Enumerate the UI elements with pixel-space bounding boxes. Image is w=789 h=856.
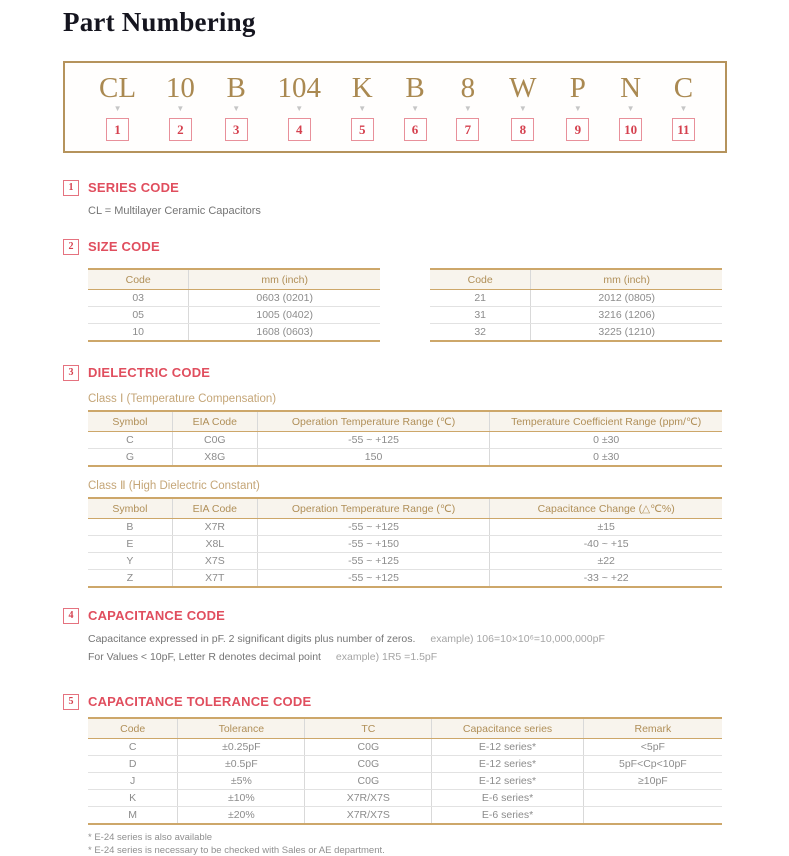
table-cell: X8G — [172, 449, 257, 467]
column-header: Capacitance series — [432, 718, 583, 739]
part-token-text: 104 — [277, 72, 321, 104]
table-cell: X7R/X7S — [305, 790, 432, 807]
column-header: EIA Code — [172, 498, 257, 519]
arrow-down-icon: ▼ — [176, 104, 185, 113]
table-cell: -55 ~ +125 — [257, 570, 490, 588]
token-number-badge: 4 — [288, 118, 311, 141]
table-cell: E — [88, 536, 172, 553]
table-header-row — [430, 269, 722, 290]
table-cell: 0 ±30 — [490, 449, 722, 467]
table-header-row — [88, 498, 722, 519]
capacitance-example: example) 1R5 =1.5pF — [335, 651, 438, 663]
section-number-badge: 2 — [63, 239, 79, 255]
table-cell: -55 ~ +150 — [257, 536, 490, 553]
column-header: Operation Temperature Range (℃) — [257, 498, 490, 519]
table-cell: ±22 — [490, 553, 722, 570]
column-header: Symbol — [88, 411, 172, 432]
table-header-row — [88, 411, 722, 432]
table-row — [88, 324, 380, 342]
table-cell: X7T — [172, 570, 257, 588]
capacitance-line-1 — [88, 632, 727, 646]
table-cell — [583, 790, 722, 807]
tolerance-table — [88, 717, 722, 825]
part-token — [672, 73, 695, 141]
column-header: Code — [430, 269, 531, 290]
section-capacitance-code — [63, 607, 727, 664]
section-number-badge: 3 — [63, 365, 79, 381]
arrow-down-icon: ▼ — [358, 104, 367, 113]
column-header: mm (inch) — [531, 269, 722, 290]
series-description: CL = Multilayer Ceramic Capacitors — [88, 205, 261, 217]
column-header: TC — [305, 718, 432, 739]
table-cell: K — [88, 790, 178, 807]
token-number-badge: 6 — [404, 118, 427, 141]
table-cell: D — [88, 756, 178, 773]
part-token — [225, 73, 248, 141]
class1-subtitle: Class Ⅰ (Temperature Compensation) — [88, 393, 277, 405]
table-header-row — [88, 718, 722, 739]
part-token — [99, 73, 136, 141]
table-cell: X7R/X7S — [305, 807, 432, 825]
arrow-down-icon: ▼ — [295, 104, 304, 113]
class1-table — [88, 410, 722, 467]
part-token-text: CL — [99, 72, 137, 104]
section-title: SIZE CODE — [88, 239, 160, 254]
table-cell: E-6 series* — [432, 790, 583, 807]
table-cell: C0G — [305, 739, 432, 756]
table-row — [88, 773, 722, 790]
token-number-badge: 11 — [672, 118, 695, 141]
token-number-badge: 2 — [169, 118, 192, 141]
table-row — [430, 324, 722, 342]
part-token-text: K — [351, 72, 373, 104]
part-token — [619, 73, 642, 141]
arrow-down-icon: ▼ — [626, 104, 635, 113]
column-header: Code — [88, 718, 178, 739]
column-header: Tolerance — [178, 718, 305, 739]
table-cell: J — [88, 773, 178, 790]
section-size-code — [63, 238, 727, 342]
table-row — [88, 807, 722, 825]
class2-subtitle: Class Ⅱ (High Dielectric Constant) — [88, 480, 260, 492]
part-token-text: C — [673, 72, 694, 104]
part-token — [166, 73, 195, 141]
part-token-text: 8 — [460, 72, 476, 104]
table-row — [88, 570, 722, 588]
table-row — [88, 536, 722, 553]
table-cell: X7S — [172, 553, 257, 570]
table-cell: C0G — [172, 432, 257, 449]
table-cell: <5pF — [583, 739, 722, 756]
table-cell: ±0.5pF — [178, 756, 305, 773]
size-table-left — [88, 268, 380, 342]
section-title: CAPACITANCE CODE — [88, 608, 226, 623]
table-cell: X7R — [172, 519, 257, 536]
section-number-badge: 1 — [63, 180, 79, 196]
table-cell: 3216 (1206) — [531, 307, 722, 324]
part-token — [277, 73, 321, 141]
table-cell — [583, 807, 722, 825]
table-cell: ±5% — [178, 773, 305, 790]
table-cell: E-6 series* — [432, 807, 583, 825]
table-cell: 2012 (0805) — [531, 290, 722, 307]
part-token — [456, 73, 479, 141]
table-row — [88, 519, 722, 536]
table-cell: 1608 (0603) — [189, 324, 380, 342]
table-cell: ≥10pF — [583, 773, 722, 790]
table-row — [88, 307, 380, 324]
table-cell: ±0.25pF — [178, 739, 305, 756]
table-cell: -55 ~ +125 — [257, 432, 490, 449]
column-header: Capacitance Change (△℃%) — [490, 498, 722, 519]
table-row — [88, 756, 722, 773]
token-number-badge: 3 — [225, 118, 248, 141]
token-number-badge: 5 — [351, 118, 374, 141]
column-header: Operation Temperature Range (℃) — [257, 411, 490, 432]
table-cell: 5pF<Cp<10pF — [583, 756, 722, 773]
part-token — [509, 73, 536, 141]
section-dielectric-code — [63, 364, 727, 588]
table-cell: X8L — [172, 536, 257, 553]
token-number-badge: 8 — [511, 118, 534, 141]
table-cell: 0 ±30 — [490, 432, 722, 449]
section-heading — [63, 607, 727, 624]
section-heading — [63, 364, 727, 381]
section-title: CAPACITANCE TOLERANCE CODE — [88, 694, 312, 709]
table-cell: ±15 — [490, 519, 722, 536]
arrow-down-icon: ▼ — [518, 104, 527, 113]
section-title: SERIES CODE — [88, 180, 180, 195]
arrow-down-icon: ▼ — [232, 104, 241, 113]
arrow-down-icon: ▼ — [573, 104, 582, 113]
arrow-down-icon: ▼ — [679, 104, 688, 113]
table-cell: 0603 (0201) — [189, 290, 380, 307]
class2-table — [88, 497, 722, 588]
column-header: Code — [88, 269, 189, 290]
section-number-badge: 5 — [63, 694, 79, 710]
table-cell: 150 — [257, 449, 490, 467]
table-cell: 1005 (0402) — [189, 307, 380, 324]
table-cell: E-12 series* — [432, 739, 583, 756]
part-token — [404, 73, 427, 141]
size-table-right — [430, 268, 722, 342]
arrow-down-icon: ▼ — [463, 104, 472, 113]
page-title: Part Numbering — [63, 7, 256, 37]
column-header: EIA Code — [172, 411, 257, 432]
table-cell: 03 — [88, 290, 189, 307]
part-token-text: 10 — [165, 72, 195, 104]
table-row — [88, 290, 380, 307]
table-cell: C0G — [305, 773, 432, 790]
capacitance-text — [88, 632, 727, 664]
table-cell: C — [88, 432, 172, 449]
part-token-text: B — [226, 72, 246, 104]
token-number-badge: 7 — [456, 118, 479, 141]
footnote: * E-24 series is necessary to be checked with Sales or AE department. — [88, 845, 385, 856]
table-cell: 3225 (1210) — [531, 324, 722, 342]
table-cell: ±10% — [178, 790, 305, 807]
footnotes — [88, 832, 727, 856]
capacitance-rule: Capacitance expressed in pF. 2 significant digits plus number of zeros. — [88, 633, 416, 645]
column-header: Symbol — [88, 498, 172, 519]
part-number-diagram — [63, 61, 727, 153]
table-cell: C — [88, 739, 178, 756]
token-number-badge: 10 — [619, 118, 642, 141]
table-cell: E-12 series* — [432, 756, 583, 773]
part-token-text: W — [509, 72, 537, 104]
table-cell: -33 ~ +22 — [490, 570, 722, 588]
table-cell: -55 ~ +125 — [257, 519, 490, 536]
part-token-text: N — [620, 72, 642, 104]
table-row — [88, 449, 722, 467]
part-token-text: B — [405, 72, 425, 104]
table-header-row — [88, 269, 380, 290]
table-row — [88, 553, 722, 570]
section-number-badge: 4 — [63, 608, 79, 624]
table-cell: G — [125, 451, 135, 463]
table-cell: -40 ~ +15 — [490, 536, 722, 553]
table-cell: M — [128, 809, 138, 821]
table-cell: C0G — [305, 756, 432, 773]
column-header: mm (inch) — [189, 269, 380, 290]
arrow-down-icon: ▼ — [411, 104, 419, 113]
capacitance-rule: For Values < 10pF, Letter R denotes decimal point — [88, 651, 321, 663]
footnote: * E-24 series is also available — [88, 832, 213, 843]
part-token — [566, 73, 589, 141]
capacitance-line-2 — [88, 650, 727, 664]
table-cell: 32 — [474, 326, 487, 338]
token-number-badge: 9 — [566, 118, 589, 141]
arrow-down-icon: ▼ — [113, 104, 122, 113]
table-cell: 31 — [430, 307, 531, 324]
table-cell: 05 — [88, 307, 189, 324]
table-row — [430, 307, 722, 324]
table-cell: Z — [126, 572, 134, 584]
section-heading — [63, 238, 727, 255]
part-token-text: P — [569, 72, 586, 104]
capacitance-example: example) 106=10×10⁶=10,000,000pF — [430, 633, 605, 645]
table-row — [88, 739, 722, 756]
column-header: Temperature Coefficient Range (ppm/℃) — [490, 411, 722, 432]
size-tables — [88, 268, 727, 342]
table-cell: E-12 series* — [432, 773, 583, 790]
table-cell: ±20% — [178, 807, 305, 825]
table-cell: -55 ~ +125 — [257, 553, 490, 570]
table-row — [88, 790, 722, 807]
table-cell: Y — [88, 553, 172, 570]
part-token — [351, 73, 374, 141]
section-title: DIELECTRIC CODE — [88, 365, 211, 380]
section-tolerance-code — [63, 693, 727, 856]
table-cell: B — [88, 519, 172, 536]
token-number-badge: 1 — [106, 118, 129, 141]
section-heading — [63, 693, 727, 710]
table-cell: 10 — [132, 326, 145, 338]
table-cell: 21 — [430, 290, 531, 307]
table-row — [88, 432, 722, 449]
column-header: Remark — [583, 718, 722, 739]
section-series-code — [63, 179, 727, 217]
table-row — [430, 290, 722, 307]
section-heading — [63, 179, 727, 196]
